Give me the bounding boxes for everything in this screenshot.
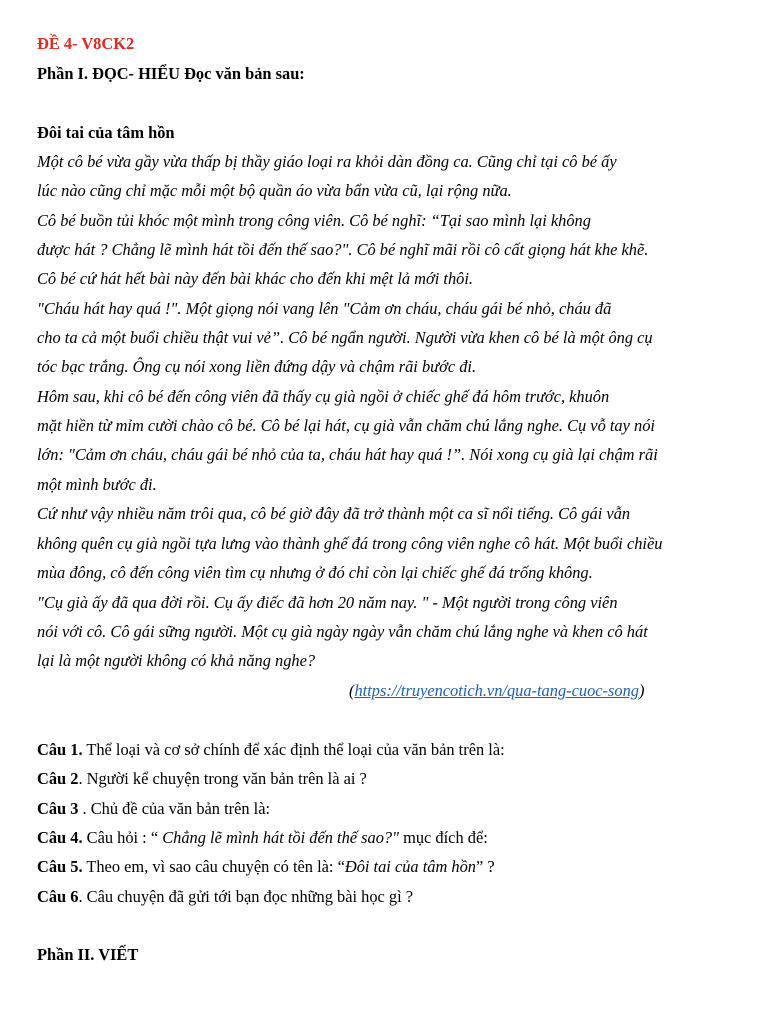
source-link[interactable]: https://truyencotich.vn/qua-tang-cuoc-song — [354, 681, 639, 700]
question-text: Theo em, vì sao câu chuyện có tên là: “ — [82, 857, 345, 876]
story-line: mùa đông, cô đến công viên tìm cụ nhưng ở đó chỉ còn lại chiếc ghế đá trống không. — [37, 563, 593, 582]
question-text: Thể loại và cơ sở chính để xác định thể loại của văn bản trên là: — [82, 740, 505, 759]
question-label: Câu 2 — [37, 769, 79, 788]
story-line: Hôm sau, khi cô bé đến công viên đã thấy cụ già ngồi ở chiếc ghế đá hôm trước, khuôn — [37, 387, 610, 406]
story-line: nói với cô. Cô gái sững người. Một cụ già ngày ngày vẫn chăm chú lắng nghe và khen cô hát — [37, 622, 648, 641]
source-close-paren: ) — [638, 681, 645, 700]
story-line: lớn: "Cảm ơn cháu, cháu gái bé nhỏ của ta, cháu hát hay quá !”. Nói xong cụ già lại chậm rãi — [37, 445, 658, 464]
question-text: Câu hỏi : “ — [82, 828, 163, 847]
story-line: Cô bé buồn tủi khóc một mình trong công viên. Cô bé nghĩ: “Tại sao mình lại không — [37, 211, 591, 230]
question-text: ” ? — [475, 857, 495, 876]
story-source — [349, 681, 644, 701]
story-line: Cô bé cứ hát hết bài này đến bài khác cho đến khi mệt lả mới thôi. — [37, 269, 474, 288]
question-text: . Chủ đề của văn bản trên là: — [78, 799, 271, 818]
question-quote: Chẳng lẽ mình hát tồi đến thế sao?" — [162, 828, 400, 847]
source-open-paren: ( — [349, 681, 355, 700]
story-line: Cứ như vậy nhiều năm trôi qua, cô bé giờ đây đã trở thành một ca sĩ nổi tiếng. Cô gái vẫn — [37, 504, 631, 523]
story-line: được hát ? Chẳng lẽ mình hát tồi đến thế sao?". Cô bé nghĩ mãi rồi cô cất giọng hát khe khẽ. — [37, 240, 649, 259]
story-line: một mình bước đi. — [37, 475, 157, 494]
exam-code: ĐỀ 4- V8CK2 — [37, 34, 135, 53]
question-1 — [37, 740, 505, 760]
question-label: Câu 1. — [37, 740, 83, 759]
question-quote: Đôi tai của tâm hồn — [344, 857, 476, 876]
story-line: "Cụ già ấy đã qua đời rồi. Cụ ấy điếc đã hơn 20 năm nay. " - Một người trong công viên — [37, 593, 618, 612]
question-6 — [37, 887, 413, 907]
question-5 — [37, 857, 495, 877]
question-label: Câu 5. — [37, 857, 83, 876]
story-line: không quên cụ già ngồi tựa lưng vào thành ghế đá trong công viên nghe cô hát. Một buổi chiều — [37, 534, 663, 553]
story-line: "Cháu hát hay quá !". Một giọng nói vang lên "Cảm ơn cháu, cháu gái bé nhỏ, cháu đã — [37, 299, 612, 318]
story-line: Một cô bé vừa gầy vừa thấp bị thầy giáo loại ra khỏi dàn đồng ca. Cũng chỉ tại cô bé ấy — [37, 152, 617, 171]
question-3 — [37, 799, 270, 819]
story-line: mặt hiền từ mỉm cười chào cô bé. Cô bé lại hát, cụ già vẫn chăm chú lắng nghe. Cụ vỗ tay nói — [37, 416, 655, 435]
story-line: tóc bạc trắng. Ông cụ nói xong liền đứng dậy và chậm rãi bước đi. — [37, 357, 477, 376]
story-title: Đôi tai của tâm hồn — [37, 123, 175, 142]
question-text: . Người kể chuyện trong văn bản trên là ai ? — [78, 769, 367, 788]
story-line: lúc nào cũng chỉ mặc mỗi một bộ quần áo vừa bẩn vừa cũ, lại rộng nữa. — [37, 181, 512, 200]
question-label: Câu 6 — [37, 887, 79, 906]
question-2 — [37, 769, 367, 789]
part1-title: Phần I. ĐỌC- HIỂU Đọc văn bản sau: — [37, 64, 305, 83]
part2-title: Phần II. VIẾT — [37, 945, 139, 964]
story-line: cho ta cả một buổi chiều thật vui vẻ”. Cô bé ngẩn người. Người vừa khen cô bé là một ông cụ — [37, 328, 653, 347]
question-label: Câu 4. — [37, 828, 83, 847]
question-text: mục đích để: — [399, 828, 488, 847]
story-line: lại là một người không có khả năng nghe? — [37, 651, 316, 670]
question-label: Câu 3 — [37, 799, 79, 818]
question-4 — [37, 828, 488, 848]
question-text: . Câu chuyện đã gửi tới bạn đọc những bài học gì ? — [78, 887, 414, 906]
